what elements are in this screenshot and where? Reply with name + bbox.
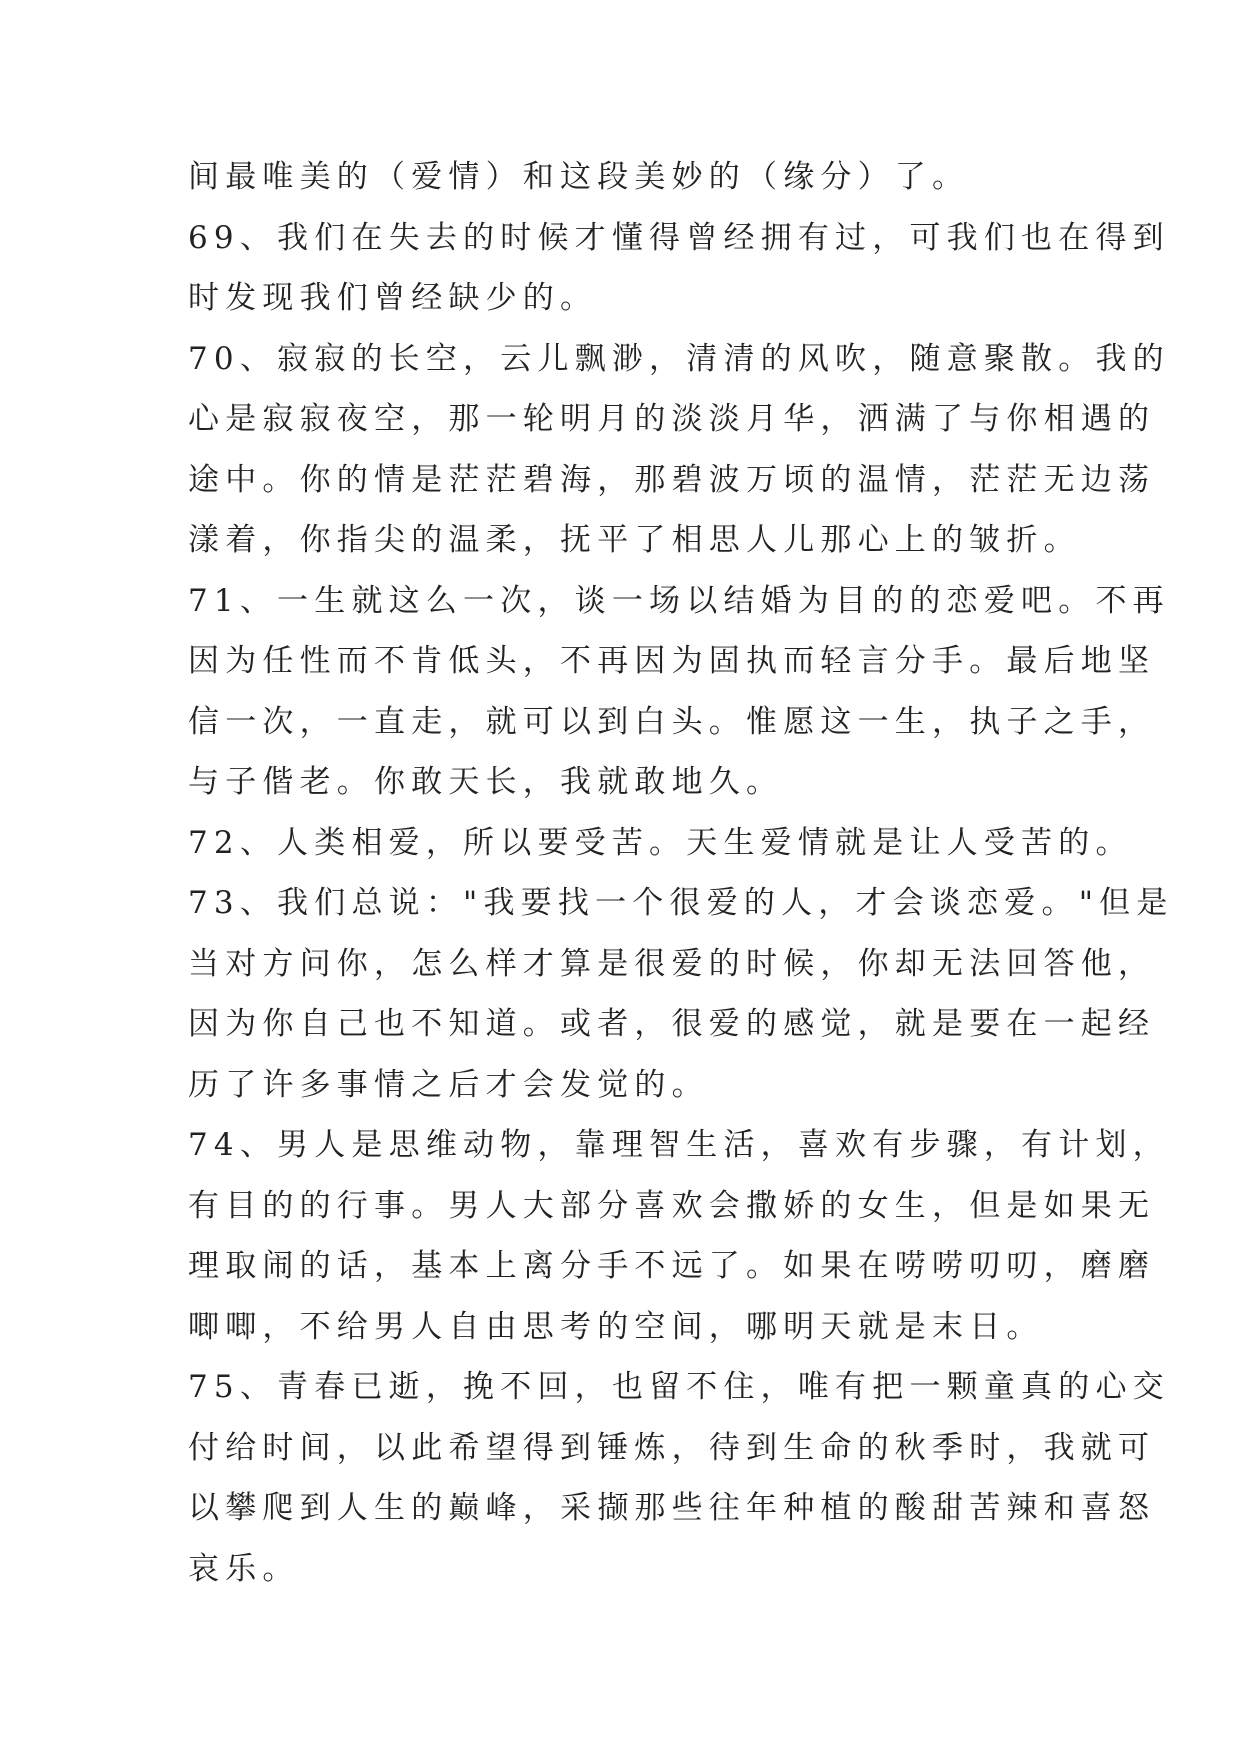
text-line: 理取闹的话，基本上离分手不远了。如果在唠唠叨叨，磨磨 <box>188 1248 1156 1284</box>
text-line: 间最唯美的（爱情）和这段美妙的（缘分）了。 <box>188 159 970 195</box>
paragraph-73 <box>188 873 1174 1115</box>
text-line: 71、一生就这么一次，谈一场以结婚为目的的恋爱吧。不再 <box>188 582 1170 619</box>
text-line: 75、青春已逝，挽不回，也留不住，唯有把一颗童真的心交 <box>188 1369 1170 1405</box>
text-line: 有目的的行事。男人大部分喜欢会撒娇的女生，但是如果无 <box>188 1187 1156 1224</box>
paragraph-70 <box>188 329 1170 571</box>
paragraph-74 <box>188 1115 1170 1357</box>
text-line: 当对方问你，怎么样才算是很爱的时候，你却无法回答他， <box>188 945 1156 982</box>
text-line: 时发现我们曾经缺少的。 <box>188 280 598 316</box>
text-line: 心是寂寂夜空，那一轮明月的淡淡月华，洒满了与你相遇的 <box>188 401 1156 437</box>
text-line: 唧唧，不给男人自由思考的空间，哪明天就是末日。 <box>188 1308 1044 1345</box>
paragraph-68-continuation <box>188 147 1068 208</box>
text-line: 历了许多事情之后才会发觉的。 <box>188 1066 709 1103</box>
paragraph-71 <box>188 571 1170 813</box>
text-line: 70、寂寂的长空，云儿飘渺，清清的风吹，随意聚散。我的 <box>188 340 1170 377</box>
text-line: 漾着，你指尖的温柔，抚平了相思人儿那心上的皱折。 <box>188 522 1081 558</box>
text-line: 因为你自己也不知道。或者，很爱的感觉，就是要在一起经 <box>188 1006 1156 1042</box>
text-line: 69、我们在失去的时候才懂得曾经拥有过，可我们也在得到 <box>188 219 1170 256</box>
paragraph-75 <box>188 1357 1170 1599</box>
text-line: 74、男人是思维动物，靠理智生活，喜欢有步骤，有计划， <box>188 1127 1170 1163</box>
text-line: 与子偕老。你敢天长，我就敢地久。 <box>188 764 784 800</box>
text-line: 以攀爬到人生的巅峰，采撷那些往年种植的酸甜苦辣和喜怒 <box>188 1490 1156 1526</box>
paragraph-72 <box>188 813 1133 874</box>
text-line: 途中。你的情是茫茫碧海，那碧波万顷的温情，茫茫无边荡 <box>188 461 1156 498</box>
document-page <box>188 147 1174 1599</box>
paragraph-69 <box>188 208 1170 329</box>
text-line: 因为任性而不肯低头，不再因为固执而轻言分手。最后地坚 <box>188 643 1156 679</box>
text-line: 付给时间，以此希望得到锤炼，待到生命的秋季时，我就可 <box>188 1429 1156 1466</box>
text-line: 73、我们总说："我要找一个很爱的人，才会谈恋爱。"但是 <box>188 885 1174 921</box>
text-line: 哀乐。 <box>188 1550 300 1587</box>
text-line: 信一次，一直走，就可以到白头。惟愿这一生，执子之手， <box>188 703 1156 740</box>
text-line: 72、人类相爱，所以要受苦。天生爱情就是让人受苦的。 <box>188 824 1133 861</box>
